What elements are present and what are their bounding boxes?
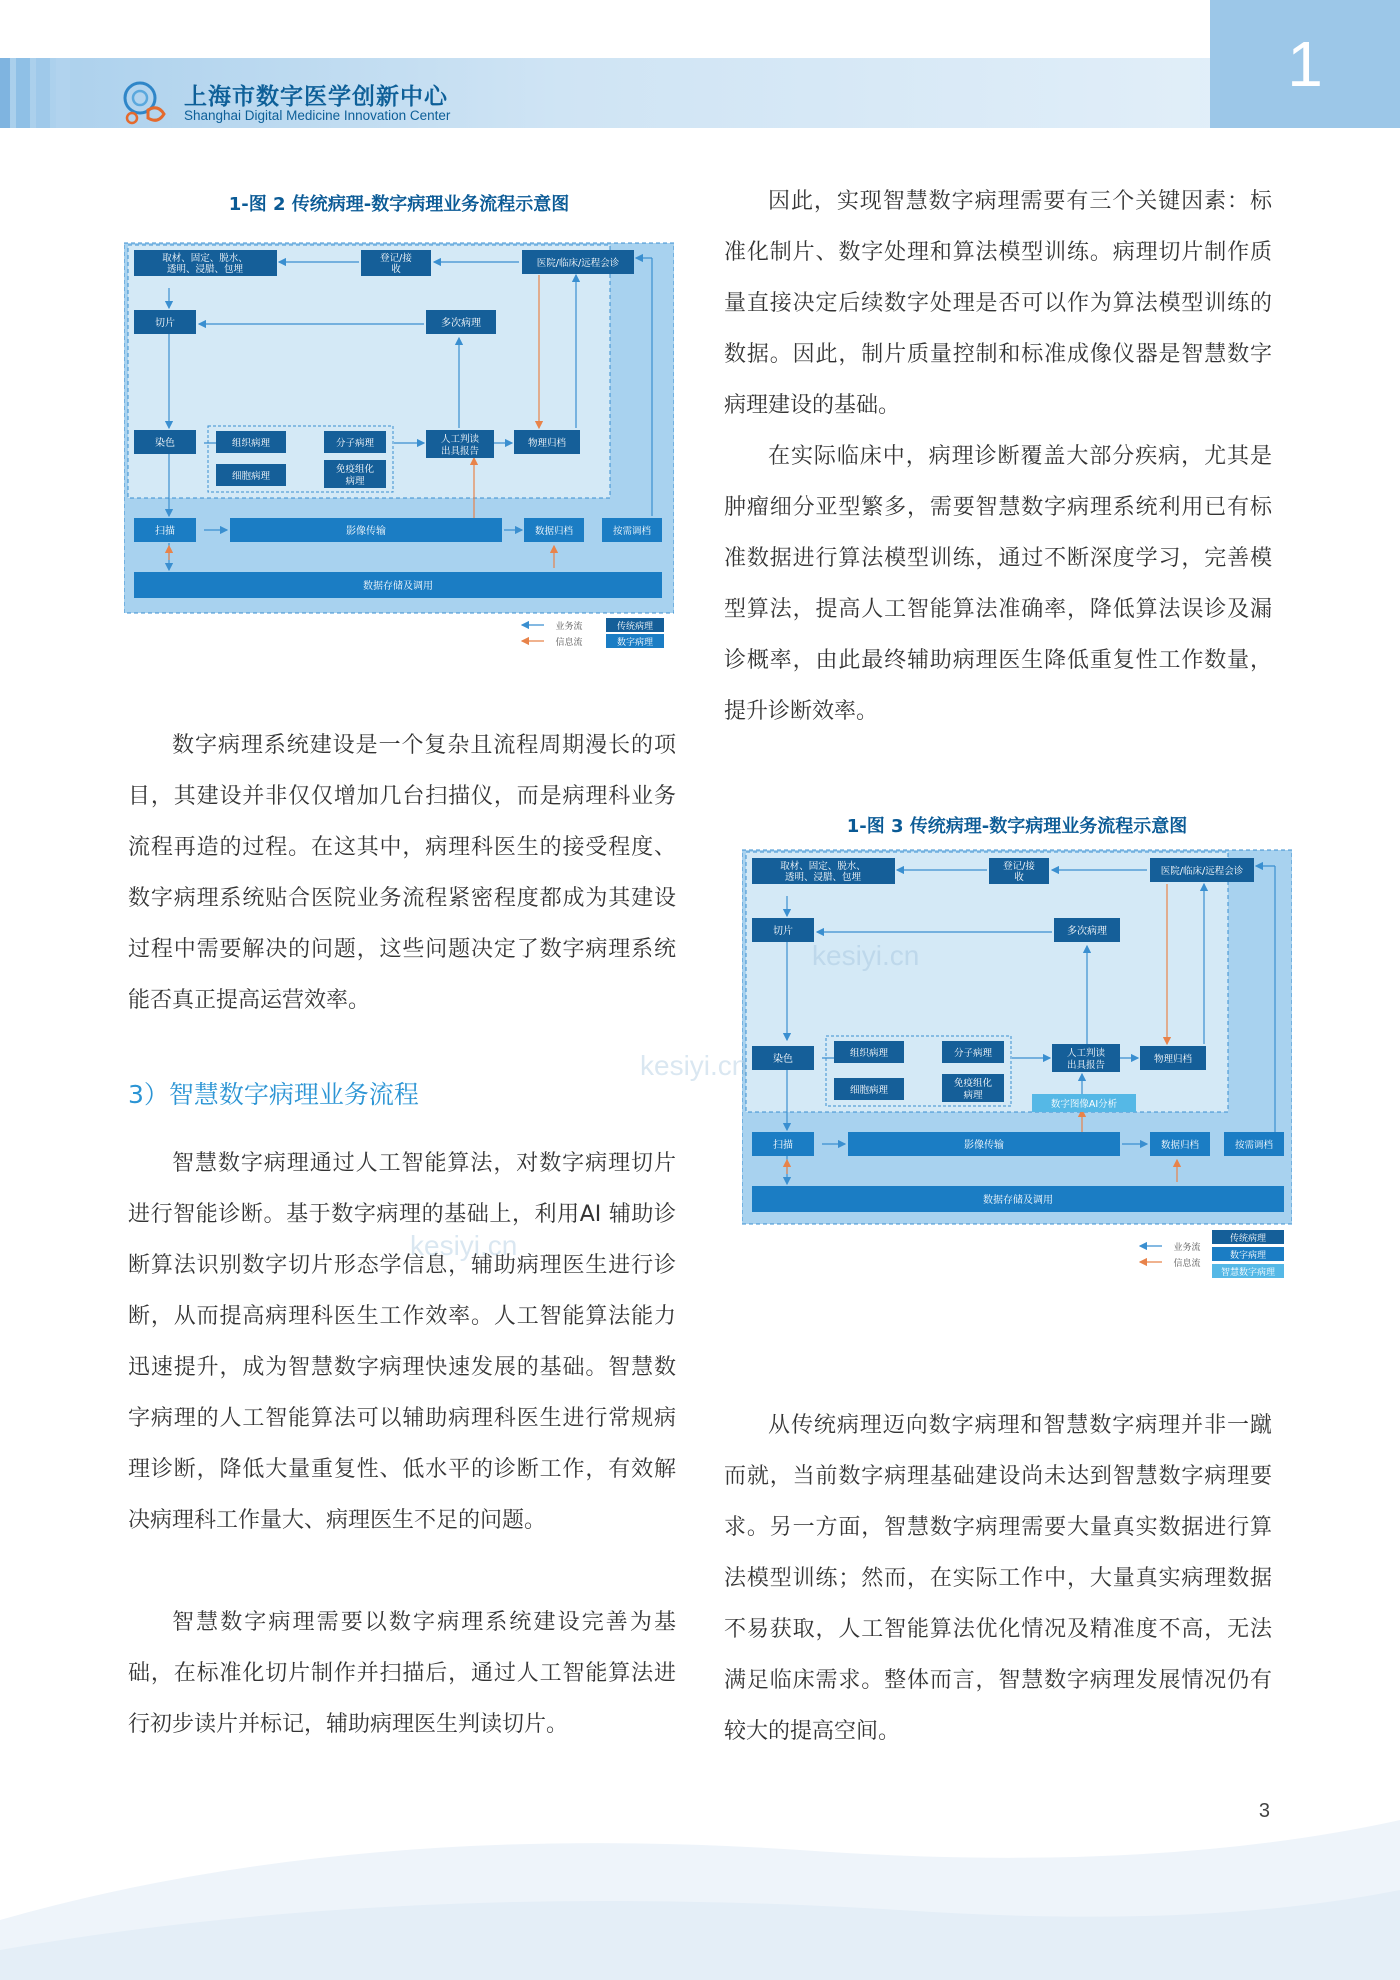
node-on-demand-3 xyxy=(1224,1132,1284,1156)
svg-text:影像传输: 影像传输 xyxy=(964,1140,1004,1151)
center-logo-icon xyxy=(118,74,174,130)
svg-text:物理归档: 物理归档 xyxy=(1153,1054,1193,1065)
svg-text:细胞病理: 细胞病理 xyxy=(849,1085,889,1096)
svg-text:信息流: 信息流 xyxy=(555,638,583,648)
svg-text:病理: 病理 xyxy=(345,476,365,487)
header-stripe xyxy=(0,58,10,128)
svg-text:取材、固定、脱水、: 取材、固定、脱水、 xyxy=(162,253,248,264)
svg-text:出具报告: 出具报告 xyxy=(1066,1060,1106,1071)
node-on-demand xyxy=(602,518,662,542)
svg-text:取材、固定、脱水、: 取材、固定、脱水、 xyxy=(780,861,866,872)
node-cell-3 xyxy=(834,1078,904,1100)
node-hospital-3 xyxy=(1150,858,1254,882)
node-sampling-3 xyxy=(752,858,895,884)
svg-text:出具报告: 出具报告 xyxy=(440,446,480,457)
node-sampling xyxy=(134,250,277,276)
left-paragraph-2: 智慧数字病理通过人工智能算法，对数字病理切片进行智能诊断。基于数字病理的基础上，利用AI 辅助诊断算法识别数字切片形态学信息，辅助病理医生进行诊断，从而提高病理科医生工作效率。人工智能算法能力迅速提升，成为智慧数字病理快速发展的基础。智慧数字病理的人工智能算法可以辅助病理科医生进行常规病理诊断，降低大量重复性、低水平的诊断工作，有效解决病理科工作量大、病理医生不足的问题。 xyxy=(128,1151,676,1533)
watermark: kesiyi.cn xyxy=(410,1230,518,1261)
svg-text:登记/接: 登记/接 xyxy=(380,253,412,264)
svg-text:收: 收 xyxy=(391,264,401,275)
node-immuno xyxy=(324,460,386,488)
figure-3-diagram xyxy=(742,848,1292,1288)
node-register xyxy=(361,250,431,276)
left-paragraph-3: 智慧数字病理需要以数字病理系统建设完善为基础，在标准化切片制作并扫描后，通过人工智能算法进行初步读片并标记，辅助病理医生判读切片。 xyxy=(128,1610,676,1737)
svg-text:组织病理: 组织病理 xyxy=(231,438,271,449)
svg-text:人工判读: 人工判读 xyxy=(440,434,480,445)
svg-text:按需调档: 按需调档 xyxy=(1234,1140,1274,1151)
org-name-en: Shanghai Digital Medicine Innovation Center xyxy=(184,108,451,123)
section-title: 3）智慧数字病理业务流程 xyxy=(128,1080,419,1109)
svg-text:智慧数字病理: 智慧数字病理 xyxy=(1220,1268,1276,1278)
figure-2-caption: 1-图 2 传统病理-数字病理业务流程示意图 xyxy=(228,194,570,215)
node-stain-3 xyxy=(752,1046,814,1070)
header-stripe xyxy=(16,58,30,128)
node-scan xyxy=(134,518,196,542)
svg-text:按需调档: 按需调档 xyxy=(612,526,652,537)
node-archive xyxy=(514,430,580,454)
node-tissue xyxy=(216,431,286,453)
node-register-3 xyxy=(989,858,1049,884)
svg-text:数据存储及调用: 数据存储及调用 xyxy=(363,581,433,592)
svg-text:透明、浸腊、包埋: 透明、浸腊、包埋 xyxy=(166,264,244,275)
svg-text:切片: 切片 xyxy=(773,926,793,937)
svg-text:扫描: 扫描 xyxy=(155,526,175,537)
node-cell xyxy=(216,464,286,486)
figure-2-legend xyxy=(522,618,664,648)
svg-text:医院/临床/远程会诊: 医院/临床/远程会诊 xyxy=(1160,866,1244,877)
svg-text:数据归档: 数据归档 xyxy=(1160,1140,1200,1151)
svg-text:数据归档: 数据归档 xyxy=(534,526,574,537)
watermark: kesiyi.cn xyxy=(640,1050,748,1081)
svg-text:免疫组化: 免疫组化 xyxy=(335,464,375,475)
right-paragraph-1: 因此，实现智慧数字病理需要有三个关键因素：标准化制片、数字处理和算法模型训练。病理切片制作质量直接决定后续数字处理是否可以作为算法模型训练的数据。因此，制片质量控制和标准成像仪器是智慧数字病理建设的基础。 xyxy=(724,189,1272,418)
node-transfer-3 xyxy=(848,1132,1120,1156)
node-manual xyxy=(426,430,494,458)
svg-text:细胞病理: 细胞病理 xyxy=(231,471,271,482)
header-stripe xyxy=(36,58,50,128)
svg-text:扫描: 扫描 xyxy=(773,1140,793,1151)
svg-text:登记/接: 登记/接 xyxy=(1003,861,1035,872)
chapter-number: 1 xyxy=(1210,0,1400,128)
node-storage xyxy=(134,572,662,598)
svg-text:多次病理: 多次病理 xyxy=(1067,926,1107,937)
node-archive-3 xyxy=(1140,1046,1206,1070)
node-scan-3 xyxy=(752,1132,814,1156)
node-multi xyxy=(426,310,496,334)
svg-text:组织病理: 组织病理 xyxy=(849,1048,889,1059)
figure-2-diagram xyxy=(124,238,674,658)
svg-text:免疫组化: 免疫组化 xyxy=(953,1078,993,1089)
figure-3-legend xyxy=(1140,1230,1284,1278)
right-paragraph-3: 从传统病理迈向数字病理和智慧数字病理并非一蹴而就，当前数字病理基础建设尚未达到智慧数字病理要求。另一方面，智慧数字病理需要大量真实数据进行算法模型训练；然而，在实际工作中，大量真实病理数据不易获取，人工智能算法优化情况及精准度不高，无法满足临床需求。整体而言，智慧数字病理发展情况仍有较大的提高空间。 xyxy=(724,1413,1272,1744)
node-data-archive xyxy=(524,518,584,542)
svg-text:数字病理: 数字病理 xyxy=(1229,1251,1267,1261)
svg-text:染色: 染色 xyxy=(773,1054,793,1065)
node-data-archive-3 xyxy=(1150,1132,1210,1156)
svg-text:收: 收 xyxy=(1014,872,1024,883)
svg-text:透明、浸腊、包埋: 透明、浸腊、包埋 xyxy=(784,872,862,883)
svg-text:业务流: 业务流 xyxy=(1173,1243,1201,1253)
node-stain xyxy=(134,430,196,454)
node-manual-3 xyxy=(1052,1044,1120,1072)
node-slice xyxy=(134,310,196,334)
svg-text:切片: 切片 xyxy=(155,318,175,329)
figure-3-caption: 1-图 3 传统病理-数字病理业务流程示意图 xyxy=(846,816,1188,837)
svg-text:业务流: 业务流 xyxy=(555,622,583,632)
svg-text:分子病理: 分子病理 xyxy=(953,1048,993,1059)
node-immuno-3 xyxy=(942,1074,1004,1102)
org-name-cn: 上海市数字医学创新中心 xyxy=(184,84,448,110)
node-molecular xyxy=(324,431,386,453)
svg-text:物理归档: 物理归档 xyxy=(527,438,567,449)
svg-text:医院/临床/远程会诊: 医院/临床/远程会诊 xyxy=(536,258,620,269)
svg-text:传统病理: 传统病理 xyxy=(616,622,654,632)
node-molecular-3 xyxy=(942,1041,1004,1063)
header-stripe xyxy=(56,58,70,128)
node-storage-3 xyxy=(752,1186,1284,1212)
svg-text:数字病理: 数字病理 xyxy=(616,638,654,648)
svg-text:数字图像AI分析: 数字图像AI分析 xyxy=(1050,1099,1118,1110)
svg-text:人工判读: 人工判读 xyxy=(1066,1048,1106,1059)
svg-text:信息流: 信息流 xyxy=(1173,1259,1201,1269)
node-multi-3 xyxy=(1054,918,1120,942)
node-transfer xyxy=(230,518,502,542)
svg-text:染色: 染色 xyxy=(155,438,175,449)
svg-text:传统病理: 传统病理 xyxy=(1229,1234,1267,1244)
svg-text:数据存储及调用: 数据存储及调用 xyxy=(983,1195,1053,1206)
svg-text:分子病理: 分子病理 xyxy=(335,438,375,449)
node-tissue-3 xyxy=(834,1041,904,1063)
node-ai-analysis xyxy=(1032,1094,1136,1112)
left-paragraph-1: 数字病理系统建设是一个复杂且流程周期漫长的项目，其建设并非仅仅增加几台扫描仪，而是病理科业务流程再造的过程。在这其中，病理科医生的接受程度、数字病理系统贴合医院业务流程紧密程度都成为其建设过程中需要解决的问题，这些问题决定了数字病理系统能否真正提高运营效率。 xyxy=(128,733,676,1013)
right-paragraph-2: 在实际临床中，病理诊断覆盖大部分疾病，尤其是肿瘤细分亚型繁多，需要智慧数字病理系统利用已有标准数据进行算法模型训练，通过不断深度学习，完善模型算法，提高人工智能算法准确率，降低算法误诊及漏诊概率，由此最终辅助病理医生降低重复性工作数量，提升诊断效率。 xyxy=(724,444,1272,724)
node-slice-3 xyxy=(752,918,814,942)
svg-text:影像传输: 影像传输 xyxy=(346,526,386,537)
svg-text:病理: 病理 xyxy=(963,1090,983,1101)
svg-text:多次病理: 多次病理 xyxy=(441,318,481,329)
page-number: 3 xyxy=(1258,1800,1270,1822)
footer-wave-decoration xyxy=(0,1780,1400,1980)
watermark: kesiyi.cn xyxy=(812,940,920,971)
node-hospital xyxy=(522,250,634,274)
